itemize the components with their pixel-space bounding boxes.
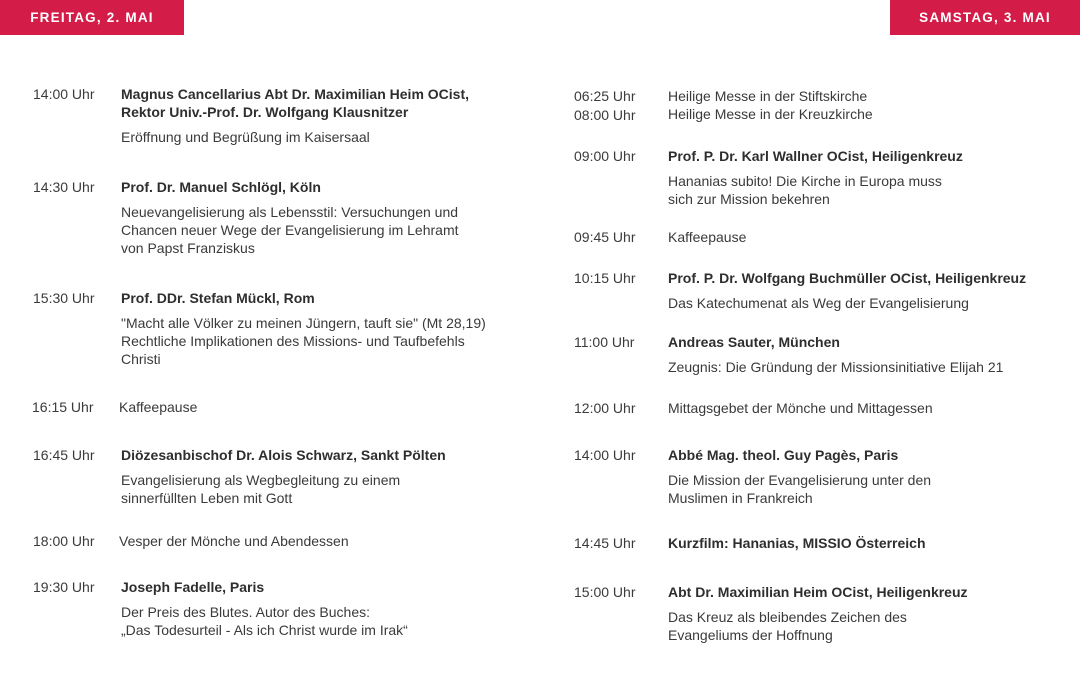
session-description bbox=[668, 294, 1026, 312]
session-time: 09:00 Uhr bbox=[574, 148, 636, 164]
description-line: Eröffnung und Begrüßung im Kaisersaal bbox=[121, 129, 370, 145]
session-time: 16:15 Uhr bbox=[32, 399, 94, 415]
session-time: 14:00 Uhr bbox=[574, 447, 636, 463]
session-time: 14:30 Uhr bbox=[33, 179, 95, 195]
session-time: 12:00 Uhr bbox=[574, 400, 636, 416]
session-description bbox=[119, 532, 349, 550]
speaker-line: Prof. P. Dr. Karl Wallner OCist, Heiligenkreuz bbox=[668, 148, 963, 164]
speaker-line: Andreas Sauter, München bbox=[668, 334, 840, 350]
session-time: 15:00 Uhr bbox=[574, 584, 636, 600]
session-description bbox=[668, 228, 746, 246]
day-tab-friday: FREITAG, 2. MAI bbox=[0, 0, 184, 35]
description-line: von Papst Franziskus bbox=[121, 240, 255, 256]
description-line: Kaffeepause bbox=[668, 229, 747, 245]
session-description bbox=[668, 87, 873, 123]
session-speaker bbox=[121, 289, 486, 307]
session-entry bbox=[668, 87, 873, 123]
session-entry bbox=[121, 578, 408, 639]
speaker-line: Magnus Cancellarius Abt Dr. Maximilian Heim OCist, bbox=[121, 86, 470, 102]
description-line: Das Katechumenat als Weg der Evangelisierung bbox=[668, 295, 969, 311]
session-speaker bbox=[668, 269, 1026, 287]
session-entry bbox=[668, 269, 1026, 312]
description-line: „Das Todesurteil - Als ich Christ wurde im Irak“ bbox=[121, 622, 408, 638]
session-speaker bbox=[668, 583, 968, 601]
session-time: 11:00 Uhr bbox=[574, 334, 635, 350]
session-description bbox=[668, 608, 968, 644]
session-description bbox=[121, 203, 459, 257]
description-line: Chancen neuer Wege der Evangelisierung im Lehramt bbox=[121, 222, 459, 238]
session-description bbox=[668, 399, 933, 417]
session-speaker bbox=[668, 534, 926, 552]
description-line: "Macht alle Völker zu meinen Jüngern, tauft sie" (Mt 28,19) bbox=[121, 315, 486, 331]
description-line: Zeugnis: Die Gründung der Missionsinitiative Elijah 21 bbox=[668, 359, 1004, 375]
description-line: Mittagsgebet der Mönche und Mittagessen bbox=[668, 400, 933, 416]
description-line: sich zur Mission bekehren bbox=[668, 191, 830, 207]
speaker-line: Prof. DDr. Stefan Mückl, Rom bbox=[121, 290, 315, 306]
session-speaker bbox=[668, 446, 931, 464]
description-line: Heilige Messe in der Stiftskirche bbox=[668, 88, 868, 104]
session-entry bbox=[119, 532, 349, 550]
description-line: Heilige Messe in der Kreuzkirche bbox=[668, 106, 873, 122]
description-line: Hananias subito! Die Kirche in Europa muss bbox=[668, 173, 942, 189]
session-entry bbox=[668, 147, 963, 208]
session-speaker bbox=[121, 85, 469, 121]
session-description bbox=[121, 314, 486, 368]
description-line: Evangelisierung als Wegbegleitung zu einem bbox=[121, 472, 401, 488]
session-time: 08:00 Uhr bbox=[574, 107, 636, 123]
session-entry bbox=[121, 178, 459, 257]
session-description bbox=[668, 471, 931, 507]
session-description bbox=[668, 358, 1003, 376]
description-line: Die Mission der Evangelisierung unter den bbox=[668, 472, 932, 488]
speaker-line: Joseph Fadelle, Paris bbox=[121, 579, 265, 595]
description-line: Evangeliums der Hoffnung bbox=[668, 627, 833, 643]
session-entry bbox=[121, 289, 486, 368]
description-line: Der Preis des Blutes. Autor des Buches: bbox=[121, 604, 371, 620]
session-entry bbox=[121, 85, 469, 146]
session-speaker bbox=[668, 333, 1003, 351]
session-speaker bbox=[668, 147, 963, 165]
description-line: Das Kreuz als bleibendes Zeichen des bbox=[668, 609, 907, 625]
speaker-line: Abbé Mag. theol. Guy Pagès, Paris bbox=[668, 447, 899, 463]
session-time: 19:30 Uhr bbox=[33, 579, 95, 595]
session-time: 14:45 Uhr bbox=[574, 535, 636, 551]
session-description bbox=[121, 603, 408, 639]
session-time: 06:25 Uhr bbox=[574, 88, 636, 104]
session-description bbox=[668, 172, 963, 208]
session-entry bbox=[119, 398, 197, 416]
session-time: 18:00 Uhr bbox=[33, 533, 95, 549]
speaker-line: Rektor Univ.-Prof. Dr. Wolfgang Klausnitzer bbox=[121, 104, 409, 120]
speaker-line: Prof. Dr. Manuel Schlögl, Köln bbox=[121, 179, 321, 195]
description-line: Neuevangelisierung als Lebensstil: Versuchungen und bbox=[121, 204, 459, 220]
session-entry bbox=[668, 534, 926, 552]
speaker-line: Abt Dr. Maximilian Heim OCist, Heiligenkreuz bbox=[668, 584, 968, 600]
speaker-line: Kurzfilm: Hananias, MISSIO Österreich bbox=[668, 535, 926, 551]
session-entry bbox=[668, 446, 931, 507]
description-line: sinnerfüllten Leben mit Gott bbox=[121, 490, 293, 506]
session-entry bbox=[668, 583, 968, 644]
session-speaker bbox=[121, 178, 459, 196]
description-line: Christi bbox=[121, 351, 161, 367]
speaker-line: Prof. P. Dr. Wolfgang Buchmüller OCist, Heiligenkreuz bbox=[668, 270, 1027, 286]
session-entry bbox=[668, 228, 746, 246]
session-time: 15:30 Uhr bbox=[33, 290, 95, 306]
session-description bbox=[121, 128, 469, 146]
session-description bbox=[119, 398, 197, 416]
session-time: 16:45 Uhr bbox=[33, 447, 95, 463]
speaker-line: Diözesanbischof Dr. Alois Schwarz, Sankt Pölten bbox=[121, 447, 446, 463]
session-speaker bbox=[121, 446, 446, 464]
session-speaker bbox=[121, 578, 408, 596]
description-line: Vesper der Mönche und Abendessen bbox=[119, 533, 349, 549]
session-entry bbox=[668, 399, 933, 417]
session-time: 10:15 Uhr bbox=[574, 270, 636, 286]
description-line: Kaffeepause bbox=[119, 399, 198, 415]
session-time: 14:00 Uhr bbox=[33, 86, 95, 102]
description-line: Rechtliche Implikationen des Missions- und Taufbefehls bbox=[121, 333, 465, 349]
session-time: 09:45 Uhr bbox=[574, 229, 636, 245]
day-tab-saturday: SAMSTAG, 3. MAI bbox=[890, 0, 1080, 35]
description-line: Muslimen in Frankreich bbox=[668, 490, 813, 506]
session-entry bbox=[121, 446, 446, 507]
session-description bbox=[121, 471, 446, 507]
session-entry bbox=[668, 333, 1003, 376]
